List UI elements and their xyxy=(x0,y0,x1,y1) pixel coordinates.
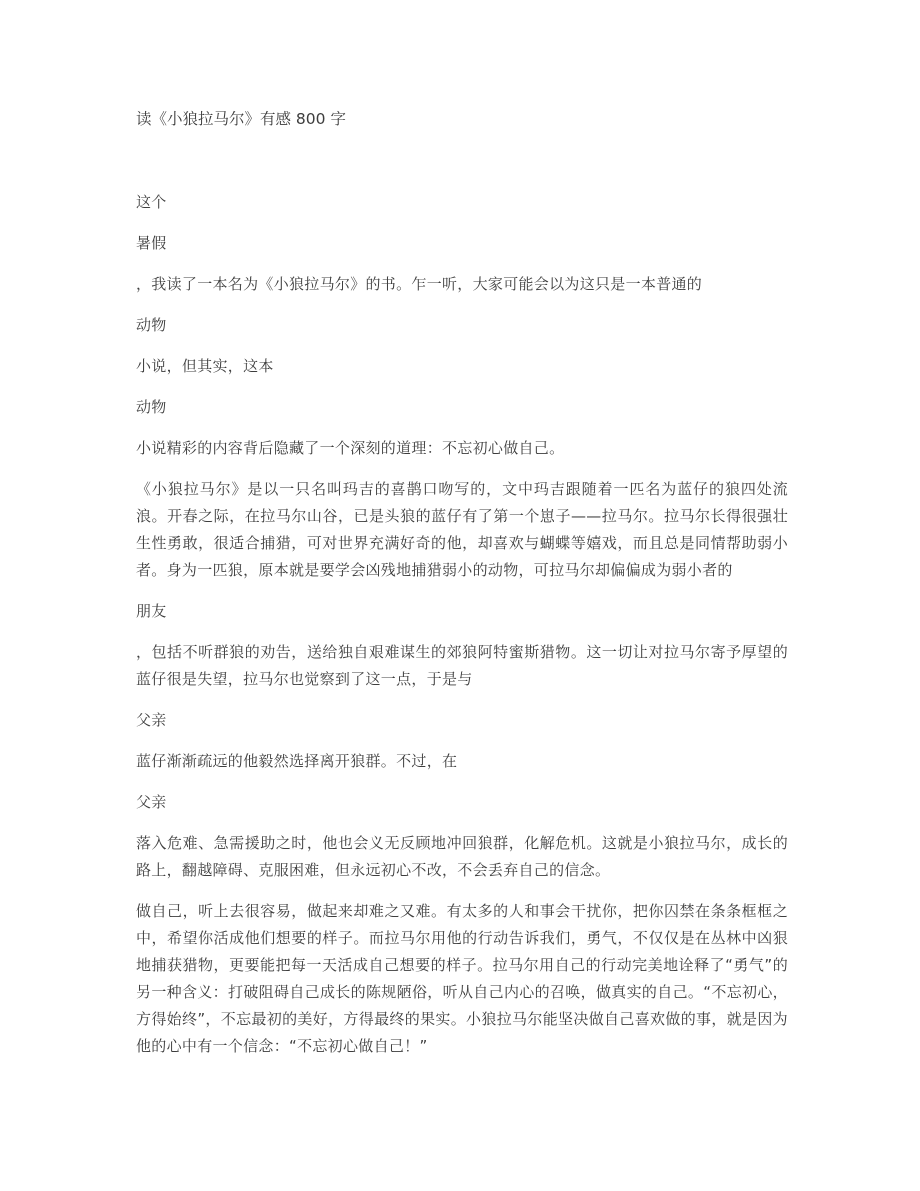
paragraph: 小说精彩的内容背后隐藏了一个深刻的道理：不忘初心做自己。 xyxy=(136,439,565,457)
paragraph: 父亲 xyxy=(136,711,167,729)
paragraph: 《小狼拉马尔》是以一只名叫玛吉的喜鹊口吻写的，文中玛吉跟随着一匹名为蓝仔的狼四处流浪。开春之际，在拉马尔山谷，已是头狼的蓝仔有了第一个崽子——拉马尔。拉马尔长得很强壮生性勇敢，很适合捕猎，可对世界充满好奇的他，却喜欢与蝴蝶等嬉戏，而且总是同情帮助弱小者。身为一匹狼，原本就是要学会凶残地捕猎弱小的动物，可拉马尔却偏偏成为弱小者的 xyxy=(136,480,788,579)
paragraph: ，我读了一本名为《小狼拉马尔》的书。乍一听，大家可能会以为这只是一本普通的 xyxy=(136,275,703,293)
paragraph: 父亲 xyxy=(136,793,167,811)
paragraph: 动物 xyxy=(136,316,167,334)
paragraph: 这个 xyxy=(136,193,167,211)
paragraph: 小说，但其实，这本 xyxy=(136,357,274,375)
paragraph: 暑假 xyxy=(136,234,167,252)
paragraph: 动物 xyxy=(136,398,167,416)
document-title: 读《小狼拉马尔》有感 800 字 xyxy=(136,110,346,128)
paragraph: 朋友 xyxy=(136,602,167,620)
paragraph: 落入危难、急需援助之时，他也会义无反顾地冲回狼群，化解危机。这就是小狼拉马尔，成长的路上，翻越障碍、克服困难，但永远初心不改，不会丢弃自己的信念。 xyxy=(136,834,788,879)
paragraph: 做自己，听上去很容易，做起来却难之又难。有太多的人和事会干扰你，把你囚禁在条条框框之中，希望你活成他们想要的样子。而拉马尔用他的行动告诉我们，勇气，不仅仅是在丛林中凶狠地捕获猎物，更要能把每一天活成自己想要的样子。拉马尔用自己的行动完美地诠释了“勇气”的另一种含义：打破阻碍自己成长的陈规陋俗，听从自己内心的召唤，做真实的自己。“不忘初心，方得始终”，不忘最初的美好，方得最终的果实。小狼拉马尔能坚决做自己喜欢做的事，就是因为他的心中有一个信念：“不忘初心做自己！” xyxy=(136,902,788,1055)
paragraph: ，包括不听群狼的劝告，送给独自艰难谋生的郊狼阿特蜜斯猎物。这一切让对拉马尔寄予厚望的蓝仔很是失望，拉马尔也觉察到了这一点，于是与 xyxy=(136,643,788,688)
paragraph: 蓝仔渐渐疏远的他毅然选择离开狼群。不过，在 xyxy=(136,752,458,770)
